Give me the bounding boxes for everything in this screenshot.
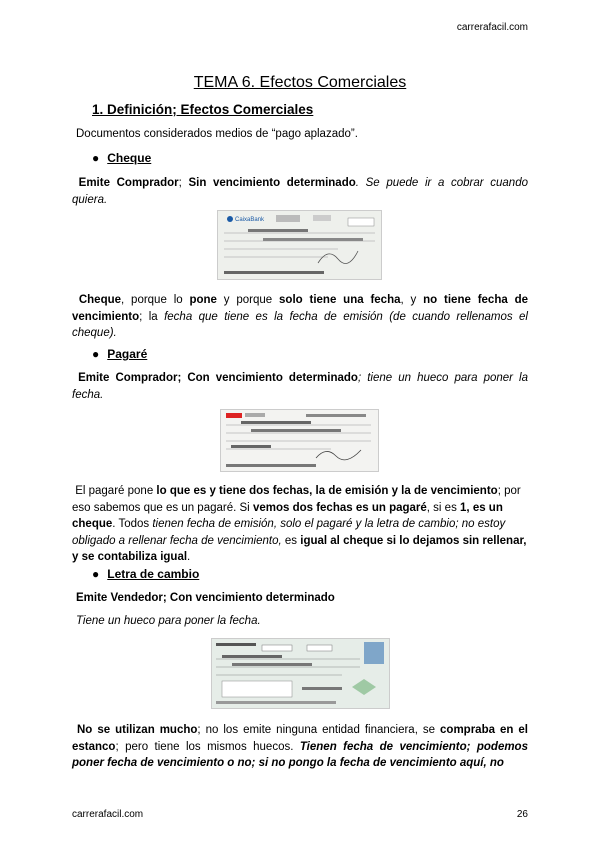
- pagare-emitter: Emite Comprador; Con vencimiento determinado: [78, 372, 358, 384]
- cheque-vencimiento: Sin vencimiento determinado: [188, 177, 356, 189]
- desc-seg: vemos dos fechas es un pagaré: [252, 501, 427, 514]
- desc-seg: igual al cheque si lo dejamos sin rellenar, y se contabiliza igual: [72, 534, 527, 563]
- section-heading: 1. Definición; Efectos Comerciales: [92, 102, 314, 117]
- bullet-pagare: [92, 347, 147, 361]
- desc-seg: No se utilizan mucho: [77, 724, 198, 736]
- bullet-icon: ●: [92, 151, 100, 165]
- desc-seg: 1, es un cheque: [72, 501, 503, 530]
- cheque-bank-logo: CaixaBank: [235, 217, 265, 223]
- desc-seg: El pagaré pone: [75, 485, 157, 497]
- desc-seg: tienen fecha de emisión, solo el pagaré y la letra de cambio; no estoy obligado a rellenar fecha de vencimiento,: [72, 518, 506, 547]
- pagare-line: [72, 370, 528, 403]
- letra-line: [76, 590, 532, 607]
- bullet-label: Letra de cambio: [107, 567, 200, 581]
- bullet-letra: [92, 567, 199, 581]
- bullet-icon: ●: [92, 347, 100, 361]
- cheque-note: . Se puede ir a cobrar cuando quiera.: [72, 177, 528, 206]
- bullet-cheque: [92, 151, 151, 165]
- desc-seg: . Todos: [112, 518, 153, 530]
- cheque-sep: ;: [178, 177, 189, 189]
- desc-seg: solo tiene una fecha: [279, 294, 401, 306]
- desc-seg: es: [281, 534, 301, 547]
- bullet-icon: ●: [92, 567, 100, 581]
- letra-image: [211, 638, 390, 709]
- letra-emitter: Emite Vendedor; Con vencimiento determinado: [76, 592, 335, 604]
- pagare-note: ; tiene un hueco para poner la fecha.: [72, 372, 529, 401]
- intro-text: Documentos considerados medios de “pago aplazado”.: [76, 128, 358, 140]
- desc-seg: pone: [189, 294, 217, 306]
- pagare-desc: [72, 483, 528, 566]
- cheque-emitter: Emite Comprador: [78, 177, 179, 189]
- desc-seg: fecha que tiene es la fecha de emisión (de cuando rellenamos el cheque).: [72, 310, 528, 339]
- desc-seg: , porque lo: [121, 294, 190, 306]
- desc-seg: ; pero tiene los mismos huecos.: [115, 740, 300, 753]
- page-title: TEMA 6. Efectos Comerciales: [193, 74, 407, 91]
- desc-seg: lo que es y tiene dos fechas, la de emisión y la de vencimiento: [156, 485, 498, 497]
- desc-seg: compraba en el estanco: [72, 724, 528, 753]
- letra-desc: [72, 722, 528, 772]
- header-site: carrerafacil.com: [456, 22, 528, 33]
- pagare-image: [220, 409, 379, 472]
- desc-seg: ; la: [139, 310, 165, 323]
- page-number: 26: [516, 809, 528, 820]
- desc-seg: , y: [400, 294, 424, 306]
- desc-seg: .: [187, 551, 191, 563]
- footer-site: carrerafacil.com: [72, 809, 144, 820]
- letra-note: [76, 613, 532, 630]
- desc-seg: ; no los emite ninguna entidad financiera, se: [197, 724, 441, 736]
- desc-seg: Cheque: [78, 294, 122, 306]
- bullet-label: Cheque: [107, 151, 152, 165]
- cheque-image: [217, 210, 382, 280]
- desc-seg: Tienen fecha de vencimiento; podemos poner fecha de vencimiento o no; si no pongo la fecha de vencimiento aquí, no: [72, 740, 528, 769]
- letra-note-text: Tiene un hueco para poner la fecha.: [76, 615, 261, 627]
- bullet-label: Pagaré: [107, 347, 148, 361]
- desc-seg: , si es: [426, 501, 461, 514]
- desc-seg: y porque: [216, 294, 280, 306]
- cheque-line: [72, 175, 528, 208]
- desc-seg: ; por eso sabemos que es un pagaré. Si: [72, 485, 521, 514]
- desc-seg: no tiene fecha de vencimiento: [72, 294, 528, 323]
- cheque-desc: [72, 292, 528, 342]
